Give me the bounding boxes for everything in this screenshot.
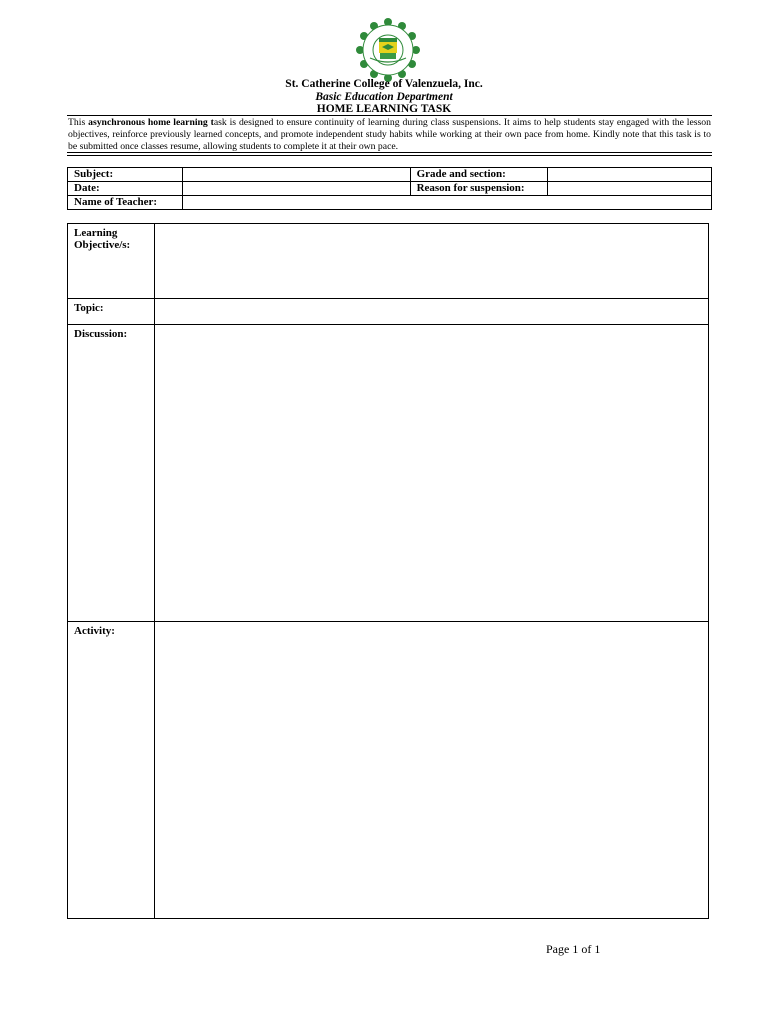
bottom-rule-2: [67, 155, 712, 156]
activity-label: Activity:: [68, 622, 155, 919]
subject-label: Subject:: [68, 168, 183, 182]
school-seal-logo: [342, 18, 434, 82]
activity-field[interactable]: [155, 622, 709, 919]
discussion-field[interactable]: [155, 325, 709, 622]
department-name: Basic Education Department: [315, 91, 453, 103]
grade-label: Grade and section:: [410, 168, 548, 182]
info-row-date: [68, 182, 712, 196]
date-field[interactable]: [182, 182, 410, 196]
objectives-field[interactable]: [155, 224, 709, 299]
info-row-teacher: [68, 196, 712, 210]
intro-prefix: This: [68, 117, 89, 128]
document-title: HOME LEARNING TASK: [316, 103, 452, 115]
info-table: [67, 167, 712, 210]
top-rule: [67, 115, 712, 116]
teacher-field[interactable]: [182, 196, 711, 210]
discussion-label: Discussion:: [68, 325, 155, 622]
objectives-row: [68, 224, 709, 299]
intro-rest: ask is designed to ensure continuity of learning during class suspensions. It aims to help students stay engaged with the lesson objectives, reinforce previously learned concepts, and promote independent study habits while working at their own pace from home. Kindly note that this task is to be submitted once classes resume, allowing students to complete it at their own pace.: [68, 117, 711, 152]
objectives-label: Learning Objective/s:: [68, 224, 155, 299]
grade-field[interactable]: [548, 168, 712, 182]
topic-label: Topic:: [68, 299, 155, 325]
bottom-rule-1: [67, 152, 712, 153]
intro-paragraph: [68, 117, 711, 153]
topic-row: [68, 299, 709, 325]
teacher-label: Name of Teacher:: [68, 196, 183, 210]
intro-bold: asynchronous home learning t: [88, 117, 214, 128]
date-label: Date:: [68, 182, 183, 196]
info-row-subject: [68, 168, 712, 182]
reason-label: Reason for suspension:: [410, 182, 548, 196]
school-name: St. Catherine College of Valenzuela, Inc.: [285, 78, 483, 90]
page-number: Page 1 of 1: [546, 942, 601, 956]
activity-row: [68, 622, 709, 919]
subject-field[interactable]: [182, 168, 410, 182]
reason-field[interactable]: [548, 182, 712, 196]
discussion-row: [68, 325, 709, 622]
task-table: [67, 223, 709, 919]
topic-field[interactable]: [155, 299, 709, 325]
